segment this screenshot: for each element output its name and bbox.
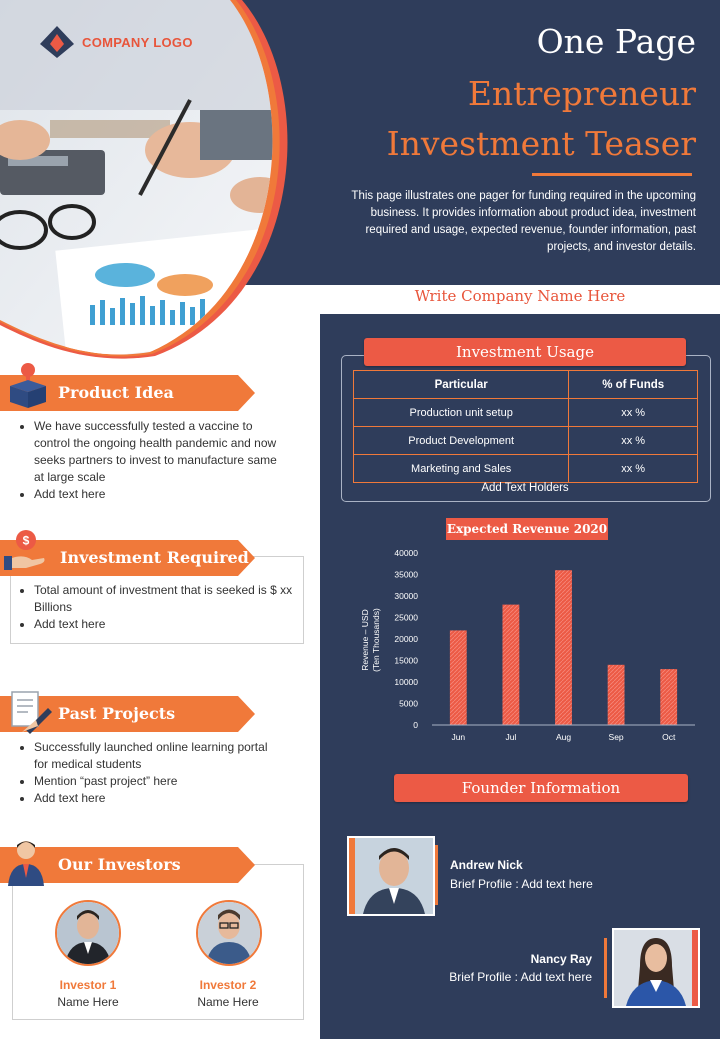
investor-2-photo bbox=[196, 900, 262, 966]
table-cell: Product Development bbox=[354, 427, 569, 455]
chart-bar-oct bbox=[660, 669, 677, 725]
table-row bbox=[354, 455, 698, 483]
table-cell: Marketing and Sales bbox=[354, 455, 569, 483]
table-row bbox=[354, 427, 698, 455]
investment-usage-title: Investment Usage bbox=[364, 338, 686, 366]
investment-required-list bbox=[20, 582, 306, 633]
investor-1-photo-wrap bbox=[55, 900, 121, 971]
page-title-line-3: Investment Teaser bbox=[386, 124, 696, 163]
chart-y-tick-label: 30000 bbox=[394, 591, 418, 601]
founder-1-card bbox=[347, 836, 435, 921]
table-cell: xx % bbox=[569, 399, 698, 427]
revenue-chart bbox=[350, 545, 710, 750]
chart-ylabel-line-2: (Ten Thousands) bbox=[371, 608, 381, 672]
title-underline bbox=[532, 173, 692, 176]
chart-y-tick-label: 40000 bbox=[394, 548, 418, 558]
investor-1-photo bbox=[55, 900, 121, 966]
list-item: • Add text here bbox=[34, 790, 284, 807]
table-row bbox=[354, 399, 698, 427]
chart-ylabel-line-1: Revenue – USD bbox=[360, 609, 370, 671]
svg-text:$: $ bbox=[22, 533, 30, 548]
past-projects-title: Past Projects bbox=[58, 704, 176, 723]
past-projects-list bbox=[20, 739, 284, 807]
founder-1-name: Andrew Nick bbox=[450, 858, 523, 872]
founder-2-profile: Brief Profile : Add text here bbox=[449, 970, 592, 984]
chart-bar-jul bbox=[502, 605, 519, 725]
founder-2-name: Nancy Ray bbox=[530, 952, 592, 966]
money-hand-icon bbox=[2, 528, 48, 572]
table-header-particular: Particular bbox=[354, 371, 569, 399]
chart-bar-sep bbox=[608, 665, 625, 725]
table-header-row bbox=[354, 371, 698, 399]
chart-x-tick-label: Aug bbox=[555, 732, 572, 742]
chart-y-tick-label: 20000 bbox=[394, 634, 418, 644]
founder-information-title: Founder Information bbox=[394, 774, 688, 802]
table-cell: Production unit setup bbox=[354, 399, 569, 427]
header-description: This page illustrates one pager for funding required in the upcoming business. It provides information about product idea, investment required and usage, expected revenue, founder information, past projects, and investor details. bbox=[351, 190, 696, 253]
founder-1-photo bbox=[347, 836, 435, 916]
founder-2-accent bbox=[604, 938, 607, 998]
page-title-line-1: One Page bbox=[536, 22, 696, 61]
company-logo bbox=[38, 24, 193, 60]
company-name-placeholder: Write Company Name Here bbox=[414, 287, 626, 305]
table-cell: xx % bbox=[569, 455, 698, 483]
chart-x-tick-label: Jul bbox=[505, 732, 517, 742]
chart-y-tick-label: 35000 bbox=[394, 569, 418, 580]
chart-y-tick-label: 15000 bbox=[394, 655, 418, 666]
chart-bar-jun bbox=[450, 630, 467, 725]
chart-x-tick-label: Sep bbox=[608, 732, 624, 742]
list-item: • Add text here bbox=[34, 486, 284, 503]
chart-y-tick-label: 5000 bbox=[399, 698, 418, 709]
list-item: • We have successfully tested a vaccine to control the ongoing health pandemic and now seeks partners to invest to manufacture same at large scale bbox=[34, 418, 284, 486]
list-item: • Successfully launched online learning portal for medical students bbox=[34, 739, 284, 773]
table-cell: xx % bbox=[569, 427, 698, 455]
founder-1-accent bbox=[435, 845, 438, 905]
table-header-funds: % of Funds bbox=[569, 371, 698, 399]
list-item: • Total amount of investment that is seeked is $ xx Billions bbox=[34, 582, 306, 616]
founder-2-card bbox=[612, 928, 700, 1013]
chart-y-tick-label: 25000 bbox=[394, 612, 418, 623]
chart-x-tick-label: Oct bbox=[662, 732, 676, 742]
businessman-icon bbox=[6, 838, 46, 886]
list-item: • Mention “past project” here bbox=[34, 773, 284, 790]
page-title-line-2: Entrepreneur bbox=[467, 74, 696, 113]
chart-y-tick-label: 0 bbox=[413, 720, 418, 730]
logo-text: COMPANY LOGO bbox=[82, 34, 193, 50]
investor-2-photo-wrap bbox=[196, 900, 262, 971]
investor-2-label: Investor 2 bbox=[199, 978, 257, 992]
our-investors-title: Our Investors bbox=[58, 855, 181, 874]
logo-icon bbox=[38, 24, 76, 60]
chart-bar-aug bbox=[555, 570, 572, 725]
founder-1-profile: Brief Profile : Add text here bbox=[450, 877, 593, 891]
investment-required-title: Investment Required bbox=[60, 548, 249, 567]
document-pen-icon bbox=[8, 690, 52, 734]
product-idea-list bbox=[20, 418, 284, 503]
list-item: • Add text here bbox=[34, 616, 306, 633]
product-box-icon bbox=[6, 362, 50, 410]
founder-2-photo bbox=[612, 928, 700, 1008]
investor-1-label: Investor 1 bbox=[59, 978, 117, 992]
investor-2-name: Name Here bbox=[197, 995, 259, 1009]
chart-y-tick-label: 10000 bbox=[394, 677, 418, 687]
usage-footer-text: Add Text Holders bbox=[481, 482, 569, 494]
product-idea-title: Product Idea bbox=[58, 383, 174, 402]
investment-usage-table bbox=[353, 370, 698, 483]
chart-x-tick-label: Jun bbox=[451, 732, 466, 742]
investor-1-name: Name Here bbox=[57, 995, 119, 1009]
chart-title: Expected Revenue 2020 bbox=[446, 518, 608, 540]
